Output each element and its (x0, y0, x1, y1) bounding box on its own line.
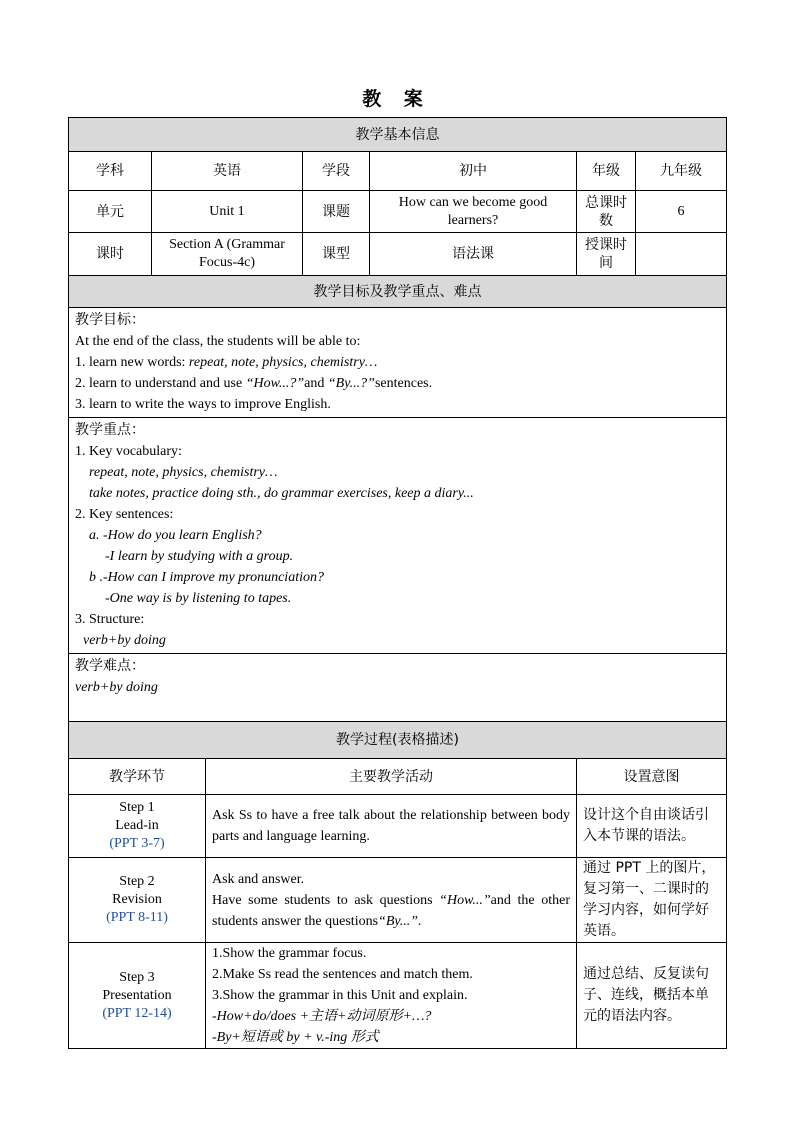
teaching-goals (69, 308, 727, 418)
key-sentence-b-question: b .-How can I improve my pronunciation? (89, 570, 324, 585)
step-cell: Step 1 Lead-in (PPT 3-7) (69, 795, 206, 858)
key-sentence-a-question: a. -How do you learn English? (89, 528, 262, 543)
activity-cell: 1.Show the grammar focus. 2.Make Ss read the sentences and match them. 3.Show the grammar in this Unit and explain. -How+do/does +主语+动词原形+…? -By+短语或 by + v.-ing 形式 (206, 943, 577, 1049)
key-vocabulary-phrases: take notes, practice doing sth., do grammar exercises, keep a diary... (89, 486, 474, 501)
intent-cell: 通过 PPT 上的图片，复习第一、二课时的学习内容，如何学好英语。 (577, 858, 727, 943)
col-header-intent: 设置意图 (577, 759, 727, 795)
goal-2: 2. learn to understand and use “How...?”and “By...?”sentences. (75, 376, 433, 391)
intent-cell: 通过总结、反复读句子、连线，概括本单元的语法内容。 (577, 943, 727, 1049)
subject-label: 学科 (69, 152, 152, 191)
key-sentence-b-answer: -One way is by listening to tapes. (105, 591, 292, 606)
col-header-step: 教学环节 (69, 759, 206, 795)
teaching-time-label: 授课时间 (577, 233, 636, 276)
key-sentences: 2. Key sentences: (75, 507, 174, 522)
table-row (69, 943, 727, 1049)
goal-3: 3. learn to write the ways to improve English. (75, 397, 331, 412)
subject-value: 英语 (152, 152, 303, 191)
total-periods-value: 6 (636, 191, 727, 233)
key-points-label: 教学重点： (75, 422, 145, 438)
stage-label: 学段 (303, 152, 370, 191)
period-value: Section A (Grammar Focus-4c) (152, 233, 303, 276)
topic-value: How can we become good learners? (370, 191, 577, 233)
key-points (69, 418, 727, 654)
goals-intro: At the end of the class, the students will be able to: (75, 334, 361, 349)
difficult-points-text: verb+by doing (75, 680, 158, 695)
grade-value: 九年级 (636, 152, 727, 191)
basic-info-header: 教学基本信息 (69, 118, 727, 152)
stage-value: 初中 (370, 152, 577, 191)
intent-cell: 设计这个自由谈话引入本节课的语法。 (577, 795, 727, 858)
activity-cell: Ask Ss to have a free talk about the relationship between body parts and language learning. (206, 795, 577, 858)
lesson-plan-table (68, 117, 727, 1049)
key-sentence-a-answer: -I learn by studying with a group. (105, 549, 294, 564)
table-row (69, 795, 727, 858)
table-row (69, 858, 727, 943)
lesson-type-label: 课型 (303, 233, 370, 276)
goal-1: 1. learn new words: repeat, note, physics, chemistry… (75, 355, 378, 370)
topic-label: 课题 (303, 191, 370, 233)
process-header: 教学过程(表格描述) (69, 722, 727, 759)
unit-value: Unit 1 (152, 191, 303, 233)
total-periods-label: 总课时数 (577, 191, 636, 233)
key-vocabulary: 1. Key vocabulary: (75, 444, 182, 459)
step-cell: Step 2 Revision (PPT 8-11) (69, 858, 206, 943)
unit-label: 单元 (69, 191, 152, 233)
key-structure-formula: verb+by doing (83, 633, 166, 648)
page-title: 教 案 (362, 88, 431, 110)
difficult-points-label: 教学难点： (75, 658, 145, 674)
col-header-activity: 主要教学活动 (206, 759, 577, 795)
teaching-time-value (636, 233, 727, 276)
step-cell: Step 3 Presentation (PPT 12-14) (69, 943, 206, 1049)
goals-label: 教学目标： (75, 312, 145, 328)
difficult-points (69, 654, 727, 722)
grade-label: 年级 (577, 152, 636, 191)
lesson-type-value: 语法课 (370, 233, 577, 276)
objectives-header: 教学目标及教学重点、难点 (69, 276, 727, 308)
key-vocabulary-words: repeat, note, physics, chemistry… (89, 465, 278, 480)
key-structure: 3. Structure: (75, 612, 145, 627)
period-label: 课时 (69, 233, 152, 276)
activity-cell: Ask and answer. Have some students to ask questions “How...”and the other students answer the questions“By...”. (206, 858, 577, 943)
